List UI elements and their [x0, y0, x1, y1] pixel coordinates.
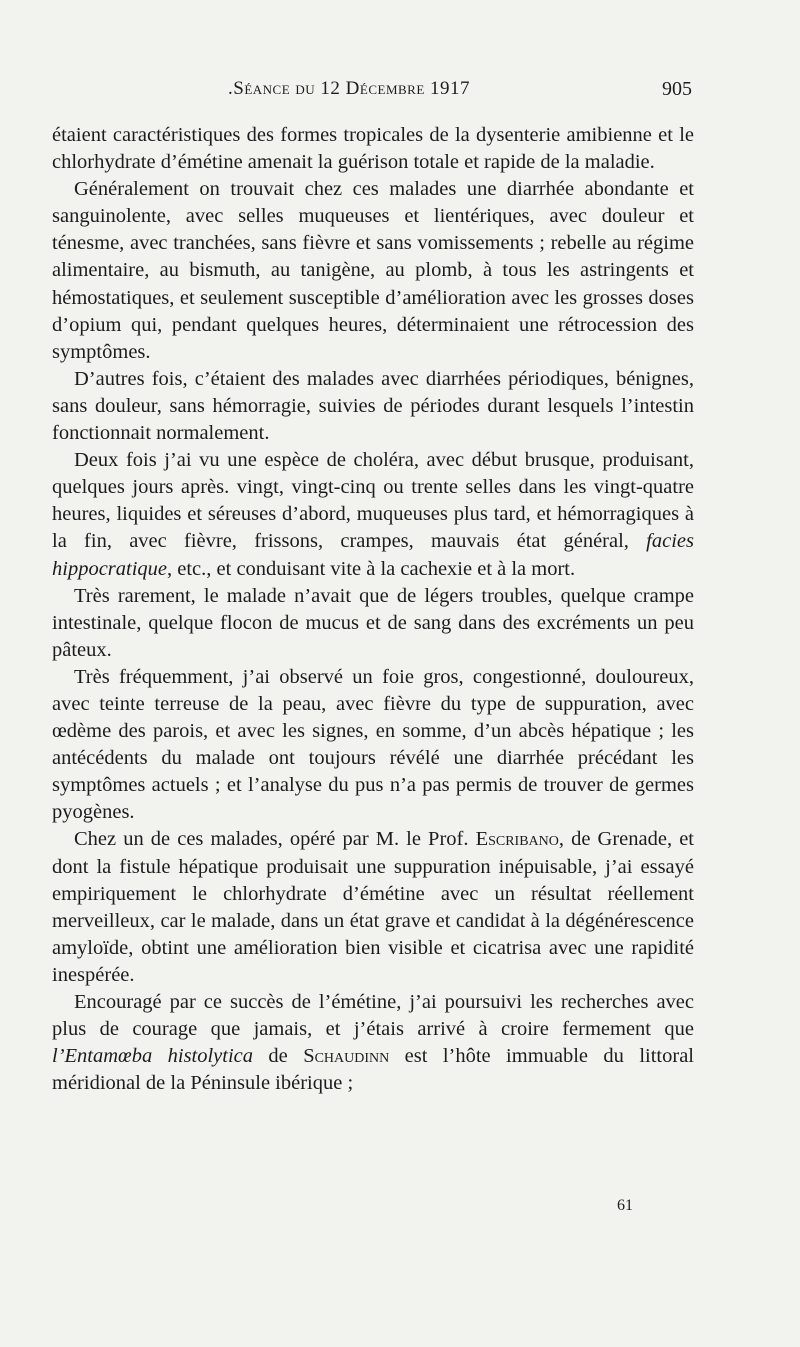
paragraph-text: étaient caractéristiques des formes tropicales de la dysenterie amibienne et le chlorhydrate d’émétine amenait la guérison totale et rapide de la maladie. — [52, 124, 694, 174]
author-name: Escribano — [475, 828, 559, 851]
running-title: .Séance du 12 Décembre 1917 — [228, 78, 471, 99]
paragraph-text: , etc., et conduisant vite à la cachexie et à la mort. — [167, 557, 576, 580]
paragraph — [52, 176, 694, 366]
running-head — [0, 78, 800, 108]
paragraph — [52, 826, 694, 989]
italic-text: facies hippocratique — [52, 530, 694, 580]
paragraph-text: de — [253, 1045, 304, 1068]
paragraph-text: Très fréquemment, j’ai observé un foie gros, congestionné, douloureux, avec teinte terreuse de la peau, avec fièvre du type de suppuration, avec œdème des parois, et avec les signes, en somme, d’un abcès hépatique ; les antécédents du malade ont toujours révélé une diarrhée précédant les symptômes actuels ; et l’analyse du pus n’a pas permis de trouver de germes pyogènes. — [52, 665, 694, 824]
paragraph-text: Deux fois j’ai vu une espèce de choléra, avec début brusque, produisant, quelques jours après. vingt, vingt-cinq ou trente selles dans les vingt-quatre heures, liquides et séreuses d’abord, muqueuses plus tard, et hémorragiques à la fin, avec fièvre, frissons, crampes, mauvais état général, — [52, 449, 694, 553]
paragraph — [52, 366, 694, 447]
paragraph-text: Généralement on trouvait chez ces malades une diarrhée abondante et sanguinolente, avec selles muqueuses et lientériques, avec douleur et ténesme, avec tranchées, sans fièvre et sans vomissements ; rebelle au régime alimentaire, au bismuth, au tanigène, au plomb, à tous les astringents et hémostatiques, et seulement susceptible d’amélioration avec les grosses doses d’opium qui, pendant quelques heures, déterminaient une rétrocession des symptômes. — [52, 178, 694, 363]
signature-mark: 61 — [617, 1197, 633, 1214]
paragraph — [52, 583, 694, 664]
paragraph — [52, 122, 694, 176]
paragraph-text: Chez un de ces malades, opéré par M. le Prof. — [74, 828, 476, 851]
paragraph — [52, 664, 694, 827]
paragraph — [52, 447, 694, 582]
italic-text: l’Entamœba histolytica — [52, 1045, 254, 1068]
paragraph-text: Très rarement, le malade n’avait que de légers troubles, quelque crampe intestinale, quelque flocon de mucus et de sang dans des excréments un peu pâteux. — [52, 584, 694, 661]
paragraph — [52, 989, 694, 1097]
page-number: 905 — [662, 78, 692, 100]
paragraph-text: Encouragé par ce succès de l’émétine, j’ai poursuivi les recherches avec plus de courage que jamais, et j’étais arrivé à croire fermement que — [52, 991, 694, 1041]
author-name: Schaudinn — [303, 1045, 390, 1068]
paragraph-text: D’autres fois, c’étaient des malades avec diarrhées périodiques, bénignes, sans douleur, sans hémorragie, suivies de périodes durant lesquels l’intestin fonctionnait normalement. — [52, 367, 694, 445]
body-text — [52, 122, 694, 1097]
paragraph-text: est l’hôte immuable du littoral méridional de la Péninsule ibérique ; — [52, 1045, 694, 1095]
paragraph-text: , de Grenade, et dont la fistule hépatique produisait une suppuration inépuisable, j’ai essayé empiriquement le chlorhydrate d’émétine avec un résultat réellement merveilleux, car le malade, dans un état grave et candidat à la dégénérescence amyloïde, obtint une amélioration bien visible et cicatrisa avec une rapidité inespérée. — [52, 828, 694, 986]
